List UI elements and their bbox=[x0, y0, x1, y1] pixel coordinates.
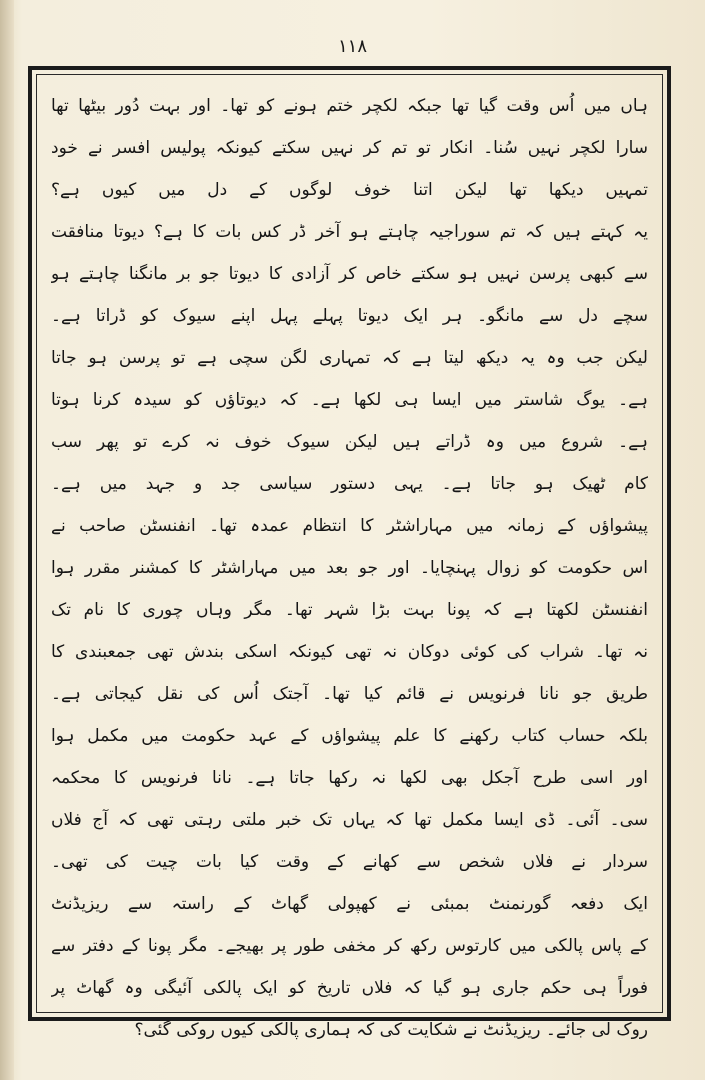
text-line: اس حکومت کو زوال پہنچایا۔ اور جو بعد میں مہاراشٹر کا کمشنر مقرر ہوا bbox=[51, 558, 648, 578]
text-line: کے پاس پالکی میں کارتوس رکھ کر مخفی طور پر بھیجے۔ مگر پونا کے دفتر سے bbox=[51, 936, 648, 956]
text-line: کام ٹھیک ہو جاتا ہے۔ یہی دستور سیاسی جد و جہد میں ہے۔ bbox=[51, 474, 648, 494]
text-line: اور اسی طرح آجکل بھی لکھا نہ رکھا جاتا ہے۔ نانا فرنویس کا محکمہ bbox=[51, 768, 648, 788]
text-frame-inner-border bbox=[36, 74, 663, 1040]
page-number: ۱۱۸ bbox=[337, 36, 367, 57]
text-line: ہاں میں اُس وقت گیا تھا جبکہ لکچر ختم ہونے کو تھا۔ اور بہت دُور بیٹھا تھا bbox=[51, 96, 648, 116]
text-line: یہ کہتے ہیں کہ تم سوراجیہ چاہتے ہو آخر ڈر کس بات کا ہے؟ دیوتا منافقت bbox=[51, 222, 648, 242]
text-line: ہے۔ یوگ شاستر میں ایسا ہی لکھا ہے۔ کہ دیوتاؤں کو سیدہ کرنا ہوتا bbox=[51, 390, 648, 410]
text-line: سی۔ آئی۔ ڈی ایسا مکمل تھا کہ یہاں تک خبر ملتی رہتی تھی کہ آج فلاں bbox=[51, 810, 648, 830]
text-line: انفنسٹن لکھتا ہے کہ پونا بہت بڑا شہر تھا۔ مگر وہاں چوری کا نام تک bbox=[51, 600, 648, 620]
text-line: سچے دل سے مانگو۔ ہر ایک دیوتا پہلے پہل اپنے سیوک کو ڈراتا ہے۔ bbox=[51, 306, 648, 326]
text-line: فوراً ہی حکم جاری ہو گیا کہ فلاں تاریخ کو ایک پالکی آئیگی وہ گھاٹ پر bbox=[51, 978, 648, 998]
text-line: ہے۔ شروع میں وہ ڈراتے ہیں لیکن سیوک خوف نہ کرے تو پھر سب bbox=[51, 432, 648, 452]
text-line: سے کبھی پرسن نہیں ہو سکتے خاص کر آزادی کا دیوتا جو بر مانگنا چاہتے ہو bbox=[51, 264, 648, 284]
text-line: سردار نے فلاں شخص سے کھانے کے وقت کیا بات چیت کی تھی۔ bbox=[51, 852, 648, 872]
text-line: طریق جو نانا فرنویس نے قائم کیا تھا۔ آجتک اُس کی نقل کیجاتی ہے۔ bbox=[51, 684, 648, 704]
text-block bbox=[51, 85, 648, 1040]
text-line: تمہیں دیکھا تھا لیکن اتنا خوف لوگوں کے دل میں کیوں ہے؟ bbox=[51, 180, 648, 200]
text-line: سارا لکچر نہیں سُنا۔ انکار تو تم کر نہیں سکتے کیونکہ پولیس افسر نے خود bbox=[51, 138, 648, 158]
text-line: لیکن جب وہ یہ دیکھ لیتا ہے کہ تمہاری لگن سچی ہے تو پرسن ہو جاتا bbox=[51, 348, 648, 368]
text-line: ایک دفعہ گورنمنٹ بمبئی نے کھپولی گھاٹ کے راستہ سے ریزیڈنٹ bbox=[51, 894, 648, 914]
text-line: بلکہ حساب کتاب رکھنے کا علم پیشواؤں کے عہد حکومت میں مکمل ہوا bbox=[51, 726, 648, 746]
text-line: نہ تھا۔ شراب کی کوئی دوکان نہ تھی کیونکہ اسکی بندش تھی جمعبندی کا bbox=[51, 642, 648, 662]
page-spine-shadow bbox=[0, 0, 14, 1080]
text-line: پیشواؤں کے زمانہ میں مہاراشٹر کا انتظام عمدہ تھا۔ انفنسٹن صاحب نے bbox=[51, 516, 648, 536]
text-frame bbox=[28, 66, 671, 1040]
text-line: روک لی جائے۔ ریزیڈنٹ نے شکایت کی کہ ہماری پالکی کیوں روکی گئی؟ bbox=[134, 1020, 648, 1040]
